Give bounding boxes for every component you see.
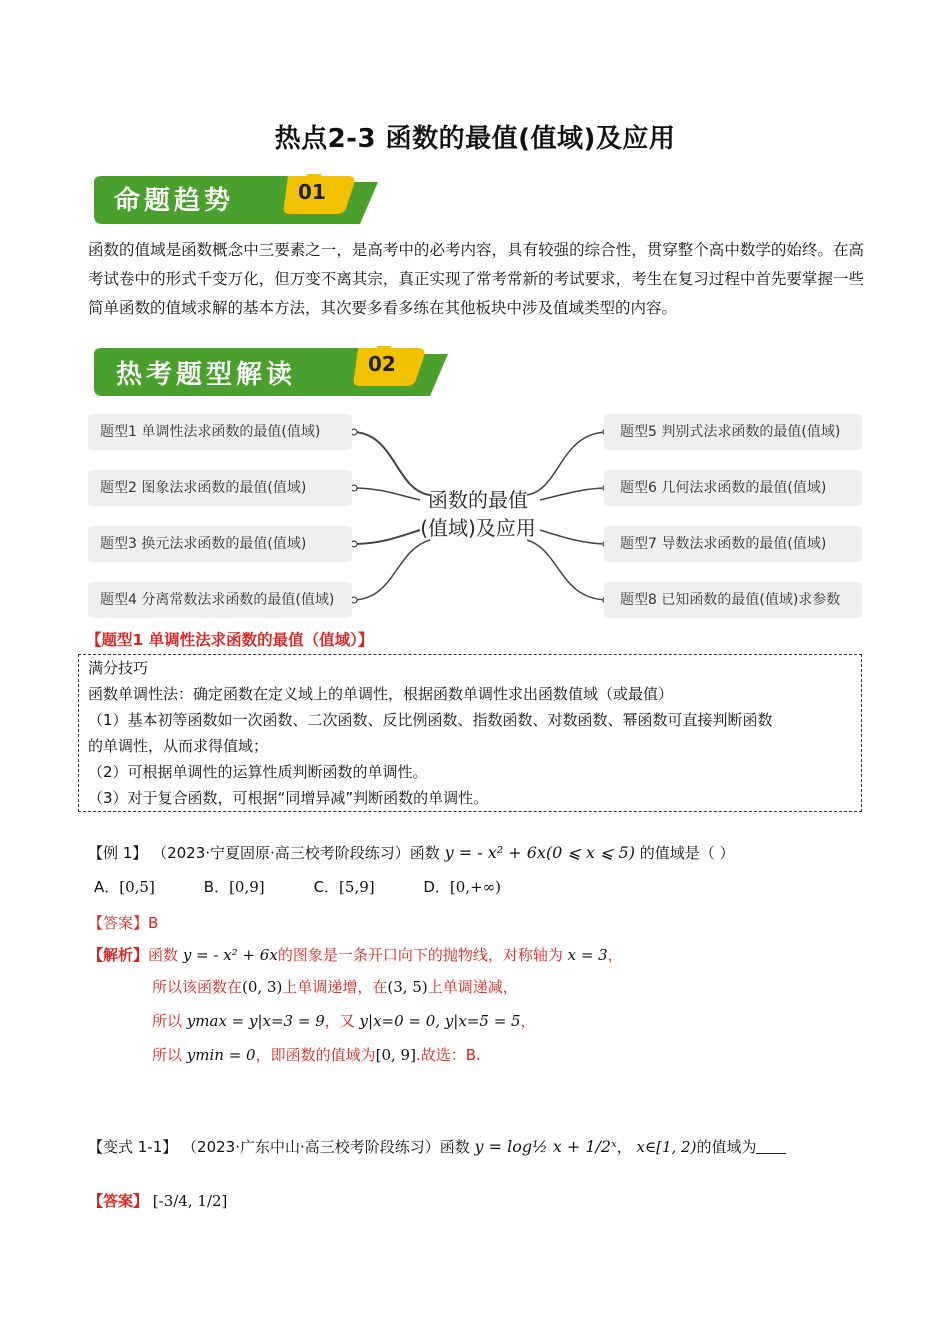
analysis-text: 所以该函数在: [152, 978, 243, 996]
variant1-answer-value: [-3/4, 1/2]: [152, 1192, 228, 1210]
option-c-value: [5,9]: [339, 878, 375, 896]
tips-line-2a: （1）基本初等函数如一次函数、二次函数、反比例函数、指数函数、对数函数、幂函数可直接判断函数: [88, 711, 773, 729]
variant1-formula: y = log½ x + 1/2ˣ: [474, 1137, 617, 1156]
variant1-suffix: 的值域为: [696, 1138, 757, 1156]
option-d[interactable]: [423, 876, 543, 897]
variant1-prefix: 【变式 1-1】 （2023·广东中山·高三校考阶段练习）函数: [88, 1138, 470, 1156]
example1-analysis-line4: [152, 1044, 481, 1065]
example1-question: [88, 842, 735, 863]
analysis-text: 函数: [148, 946, 179, 964]
section-banner-hot-types: [90, 346, 450, 396]
mindmap-type-5: 题型5 判别式法求函数的最值(值域): [604, 414, 862, 450]
analysis-interval: (3, 5): [387, 978, 428, 996]
analysis-text: ，: [607, 946, 623, 964]
banner-hot-types-label: 热考题型解读: [116, 360, 297, 390]
analysis-axis: x = 3: [567, 946, 608, 964]
variant1-answer-label: 【答案】: [88, 1192, 149, 1210]
analysis-text: ，即函数的值域为: [255, 1046, 376, 1064]
analysis-text: .故选：B.: [415, 1046, 481, 1064]
option-b[interactable]: [204, 876, 309, 897]
option-a-value: [0,5]: [119, 878, 155, 896]
mindmap-type-8: 题型8 已知函数的最值(值域)求参数: [604, 582, 862, 618]
mindmap-type-3: 题型3 换元法求函数的最值(值域): [88, 526, 352, 562]
mindmap-center-line2: (值域)及应用: [420, 516, 536, 540]
answer-value: B: [148, 914, 159, 932]
analysis-text: ，又: [324, 1012, 355, 1030]
option-b-label: B．: [203, 878, 230, 896]
answer-label: 【答案】: [88, 914, 149, 932]
analysis-text: 上单调递增，在: [282, 978, 388, 996]
analysis-formula: y|x=0 = 0, y|x=5 = 5: [359, 1012, 521, 1030]
example1-prefix: 【例 1】 （2023·宁夏固原·高三校考阶段练习）函数: [88, 844, 440, 862]
analysis-text: 的图象是一条开口向下的抛物线，对称轴为: [277, 946, 563, 964]
option-d-value: [0,+∞): [449, 878, 501, 896]
variant1-answer-blank[interactable]: [756, 1139, 786, 1154]
example1-suffix: 的值域是（ ）: [639, 844, 735, 862]
banner-trend-label: 命题趋势: [114, 186, 235, 216]
analysis-range: [0, 9]: [375, 1046, 416, 1064]
analysis-formula: ymin = 0: [186, 1046, 256, 1064]
analysis-text: 所以: [152, 1046, 183, 1064]
tips-line-2b: 的单调性，从而求得值域；: [88, 737, 269, 755]
analysis-text: 所以: [152, 1012, 183, 1030]
intro-paragraph: 函数的值域是函数概念中三要素之一，是高考中的必考内容，具有较强的综合性，贯穿整个高中数学的始终。在高考试卷中的形式千变万化，但万变不离其宗，真正实现了常考常新的考试要求，考生在复习过程中首先要掌握一些简单函数的值域求解的基本方法，其次要多看多练在其他板块中涉及值域类型的内容。: [88, 241, 864, 317]
mindmap-type-2: 题型2 图象法求函数的最值(值域): [88, 470, 352, 506]
example1-analysis-line1: [88, 944, 623, 965]
example1-formula: y = - x² + 6x(0 ⩽ x ⩽ 5): [444, 843, 635, 862]
mindmap-center: [408, 486, 548, 542]
analysis-formula: y = - x² + 6x: [182, 946, 278, 964]
analysis-interval: (0, 3): [242, 978, 283, 996]
analysis-formula: ymax = y|x=3 = 9: [186, 1012, 325, 1030]
tips-line-1: 函数单调性法：确定函数在定义域上的单调性，根据函数单调性求出函数值域（或最值）: [88, 685, 674, 703]
banner-hot-types-number: 02: [368, 352, 396, 376]
mindmap-type-1: 题型1 单调性法求函数的最值(值域): [88, 414, 352, 450]
variant1-answer: [88, 1190, 227, 1211]
section1-heading: 【题型1 单调性法求函数的最值（值域）】: [86, 631, 374, 649]
analysis-label: 【解析】: [88, 946, 149, 964]
tips-line-3: （2）可根据单调性的运算性质判断函数的单调性。: [88, 763, 428, 781]
section-banner-trend: [90, 174, 380, 224]
option-c-label: C．: [313, 878, 340, 896]
option-c[interactable]: [314, 876, 419, 897]
mindmap-center-line1: 函数的最值: [428, 488, 528, 512]
page-title: 热点2-3 函数的最值(值域)及应用: [274, 124, 676, 154]
option-a-label: A．: [94, 878, 120, 896]
analysis-text: 上单调递减，: [427, 978, 518, 996]
tips-line-4: （3）对于复合函数，可根据“同增异减”判断函数的单调性。: [88, 789, 489, 807]
option-d-label: D．: [423, 878, 450, 896]
mindmap-type-7: 题型7 导数法求函数的最值(值域): [604, 526, 862, 562]
option-b-value: [0,9]: [229, 878, 265, 896]
banner-trend-number: 01: [298, 180, 326, 204]
example1-analysis-line3: [152, 1010, 536, 1031]
variant1-domain: x∈[1, 2): [636, 1138, 697, 1156]
tips-title: 满分技巧: [88, 659, 149, 677]
option-a[interactable]: [94, 876, 199, 897]
example1-options: [94, 876, 543, 897]
example1-analysis-line2: [152, 976, 518, 997]
example1-answer: [88, 912, 158, 933]
mindmap-type-6: 题型6 几何法求函数的最值(值域): [604, 470, 862, 506]
mindmap-type-4: 题型4 分离常数法求函数的最值(值域): [88, 582, 352, 618]
variant1-question: 【变式 1-1】 （2023·广东中山·高三校考阶段练习）函数 y = log½ x + 1/2ˣ， x∈[1, 2)的值域为: [88, 1136, 786, 1157]
analysis-text: ，: [520, 1012, 536, 1030]
